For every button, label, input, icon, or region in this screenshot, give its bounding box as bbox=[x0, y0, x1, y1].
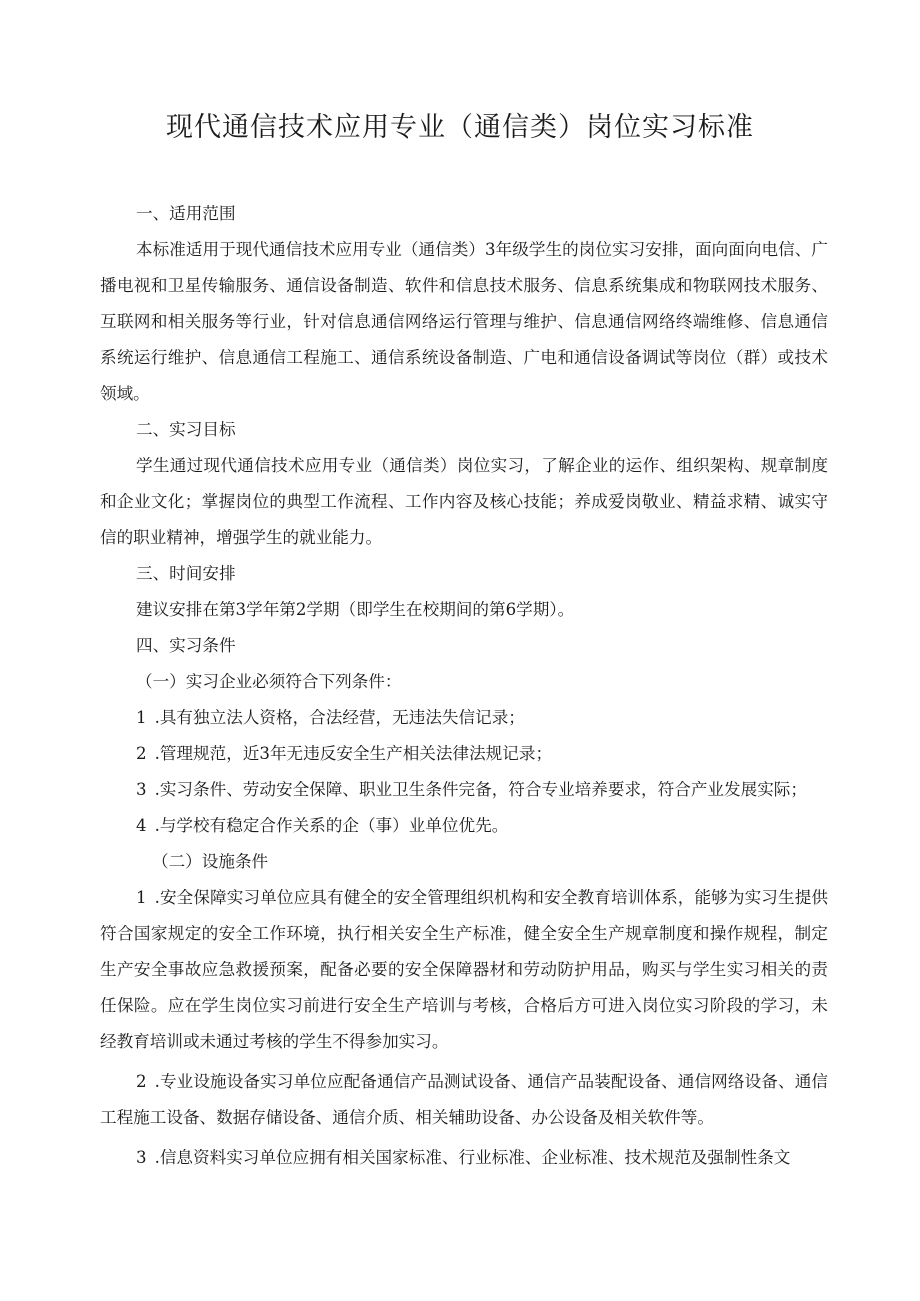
document-body bbox=[100, 196, 828, 1176]
section-4-subheading-2: （二）设施条件 bbox=[152, 852, 269, 871]
document-title: 现代通信技术应用专业（通信类）岗位实习标准 bbox=[166, 112, 754, 143]
list-item: 4.与学校有稳定合作关系的企（事）业单位优先。 bbox=[136, 816, 509, 835]
section-2-heading: 二、实习目标 bbox=[136, 420, 236, 439]
section-3-heading: 三、时间安排 bbox=[136, 564, 236, 583]
section-4-subheading-1: （一）实习企业必须符合下列条件： bbox=[136, 672, 402, 691]
section-4-heading: 四、实习条件 bbox=[136, 636, 236, 655]
section-1-body: 本标准适用于现代通信技术应用专业（通信类）3年级学生的岗位实习安排，面向面向电信、广播电视和卫星传输服务、通信设备制造、软件和信息技术服务、信息系统集成和物联网技术服务、互联网和相关服务等行业，针对信息通信网络运行管理与维护、信息通信网络终端维修、信息通信系统运行维护、信息通信工程施工、通信系统设备制造、广电和通信设备调试等岗位（群）或技术领域。 bbox=[100, 240, 828, 403]
list-item: 3.实习条件、劳动安全保障、职业卫生条件完备，符合专业培养要求，符合产业发展实际； bbox=[136, 780, 807, 799]
section-2-body: 学生通过现代通信技术应用专业（通信类）岗位实习，了解企业的运作、组织架构、规章制度和企业文化；掌握岗位的典型工作流程、工作内容及核心技能；养成爱岗敬业、精益求精、诚实守信的职业精神，增强学生的就业能力。 bbox=[100, 456, 828, 547]
list-item: 3.信息资料实习单位应拥有相关国家标准、行业标准、企业标准、技术规范及强制性条文 bbox=[136, 1148, 791, 1167]
list-item: 2.专业设施设备实习单位应配备通信产品测试设备、通信产品装配设备、通信网络设备、通信工程施工设备、数据存储设备、通信介质、相关辅助设备、办公设备及相关软件等。 bbox=[100, 1072, 828, 1127]
list-item: 2.管理规范，近3年无违反安全生产相关法律法规记录； bbox=[136, 744, 553, 763]
section-1-heading: 一、适用范围 bbox=[136, 204, 236, 223]
list-item: 1.安全保障实习单位应具有健全的安全管理组织机构和安全教育培训体系，能够为实习生提供符合国家规定的安全工作环境，执行相关安全生产标准，健全安全生产规章制度和操作规程，制定生产安全事故应急救援预案，配备必要的安全保障器材和劳动防护用品，购买与学生实习相关的责任保险。应在学生岗位实习前进行安全生产培训与考核，合格后方可进入岗位实习阶段的学习，未经教育培训或未通过考核的学生不得参加实习。 bbox=[100, 888, 828, 1051]
section-3-body: 建议安排在第3学年第2学期（即学生在校期间的第6学期）。 bbox=[136, 600, 575, 619]
list-item: 1.具有独立法人资格，合法经营，无违法失信记录； bbox=[136, 708, 525, 727]
